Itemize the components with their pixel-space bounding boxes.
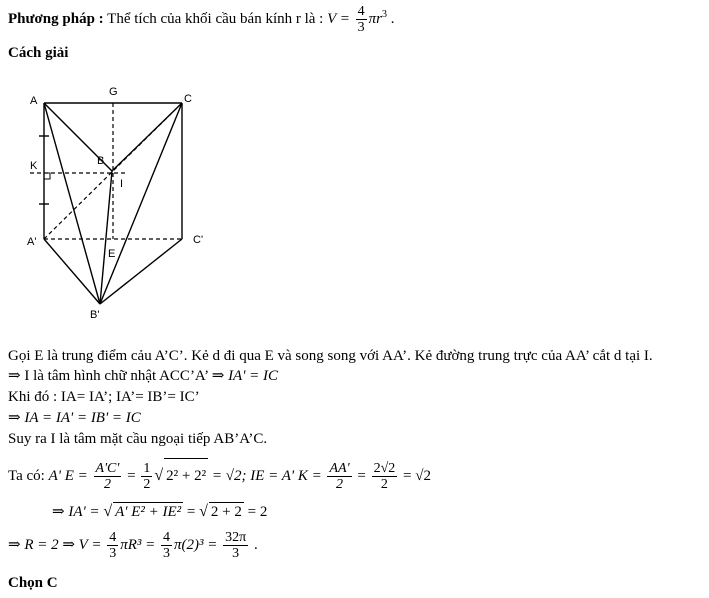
text-line-3: Khi đó : IA= IA’; IA’= IB’= IC’ xyxy=(8,389,200,405)
edge-BB1 xyxy=(100,171,112,304)
label-A1: A' xyxy=(27,236,37,248)
label-C: C xyxy=(184,93,192,105)
method-line: Phương pháp : Thể tích của khối cầu bán kính r là : V = $\frac{4}{3}$ $\pi r^3$ . xyxy=(8,4,395,35)
equation-2: ⇒ IA' = √ A' E² + IE² = √ 2 + 2 = 2 xyxy=(52,503,268,520)
edge-CB1 xyxy=(100,103,182,304)
label-G: G xyxy=(109,86,118,98)
edge-AB1 xyxy=(44,103,100,304)
edge-BC xyxy=(112,103,182,171)
label-C1: C' xyxy=(193,234,204,246)
text-line-4: ⇒ IA = IA' = IB' = IC xyxy=(8,410,141,426)
equation-1: Ta có: A' E = $\frac{A'C'}{2}$ = $\frac{1}{2}$ √ 2² + 2² = √2; IE = A' K = $\frac{AA'}{2}$ = $\frac{2√2}{2}$ = √2 xyxy=(8,458,431,493)
geometry-figure xyxy=(20,82,260,322)
equation-3: ⇒ R = 2 ⇒ V = $\frac{4}{3}$ πR³ = $\frac{4}{3}$ π(2)³ = $\frac{32\pi}{3}$ . xyxy=(8,530,258,562)
formula-v: V = xyxy=(327,10,350,27)
label-B1: B' xyxy=(90,309,100,321)
text-line-1: Gọi E là trung điểm cảu A’C’. Kẻ d đi qua E và song song với AA’. Kẻ đường trung trực của AA’ cắt d tại I. xyxy=(8,348,653,364)
fraction-4-3: $\frac{4}{3}$ xyxy=(357,4,365,35)
text-line-5: Suy ra I là tâm mặt cầu ngoại tiếp AB’A’C. xyxy=(8,431,268,447)
label-I: I xyxy=(120,178,124,190)
method-label: Phương pháp : xyxy=(8,10,104,27)
solution-title: Cách giải xyxy=(8,45,69,61)
pi-r: πr xyxy=(368,10,382,27)
label-B: B xyxy=(97,155,105,167)
text-line-2: ⇒ I là tâm hình chữ nhật ACC’A’ ⇒ IA' = IC xyxy=(8,368,279,384)
label-K: K xyxy=(30,160,38,172)
label-E: E xyxy=(108,248,116,260)
label-A: A xyxy=(30,95,38,107)
answer: Chọn C xyxy=(8,575,58,591)
method-text: Thể tích của khối cầu bán kính r là : xyxy=(107,10,324,27)
